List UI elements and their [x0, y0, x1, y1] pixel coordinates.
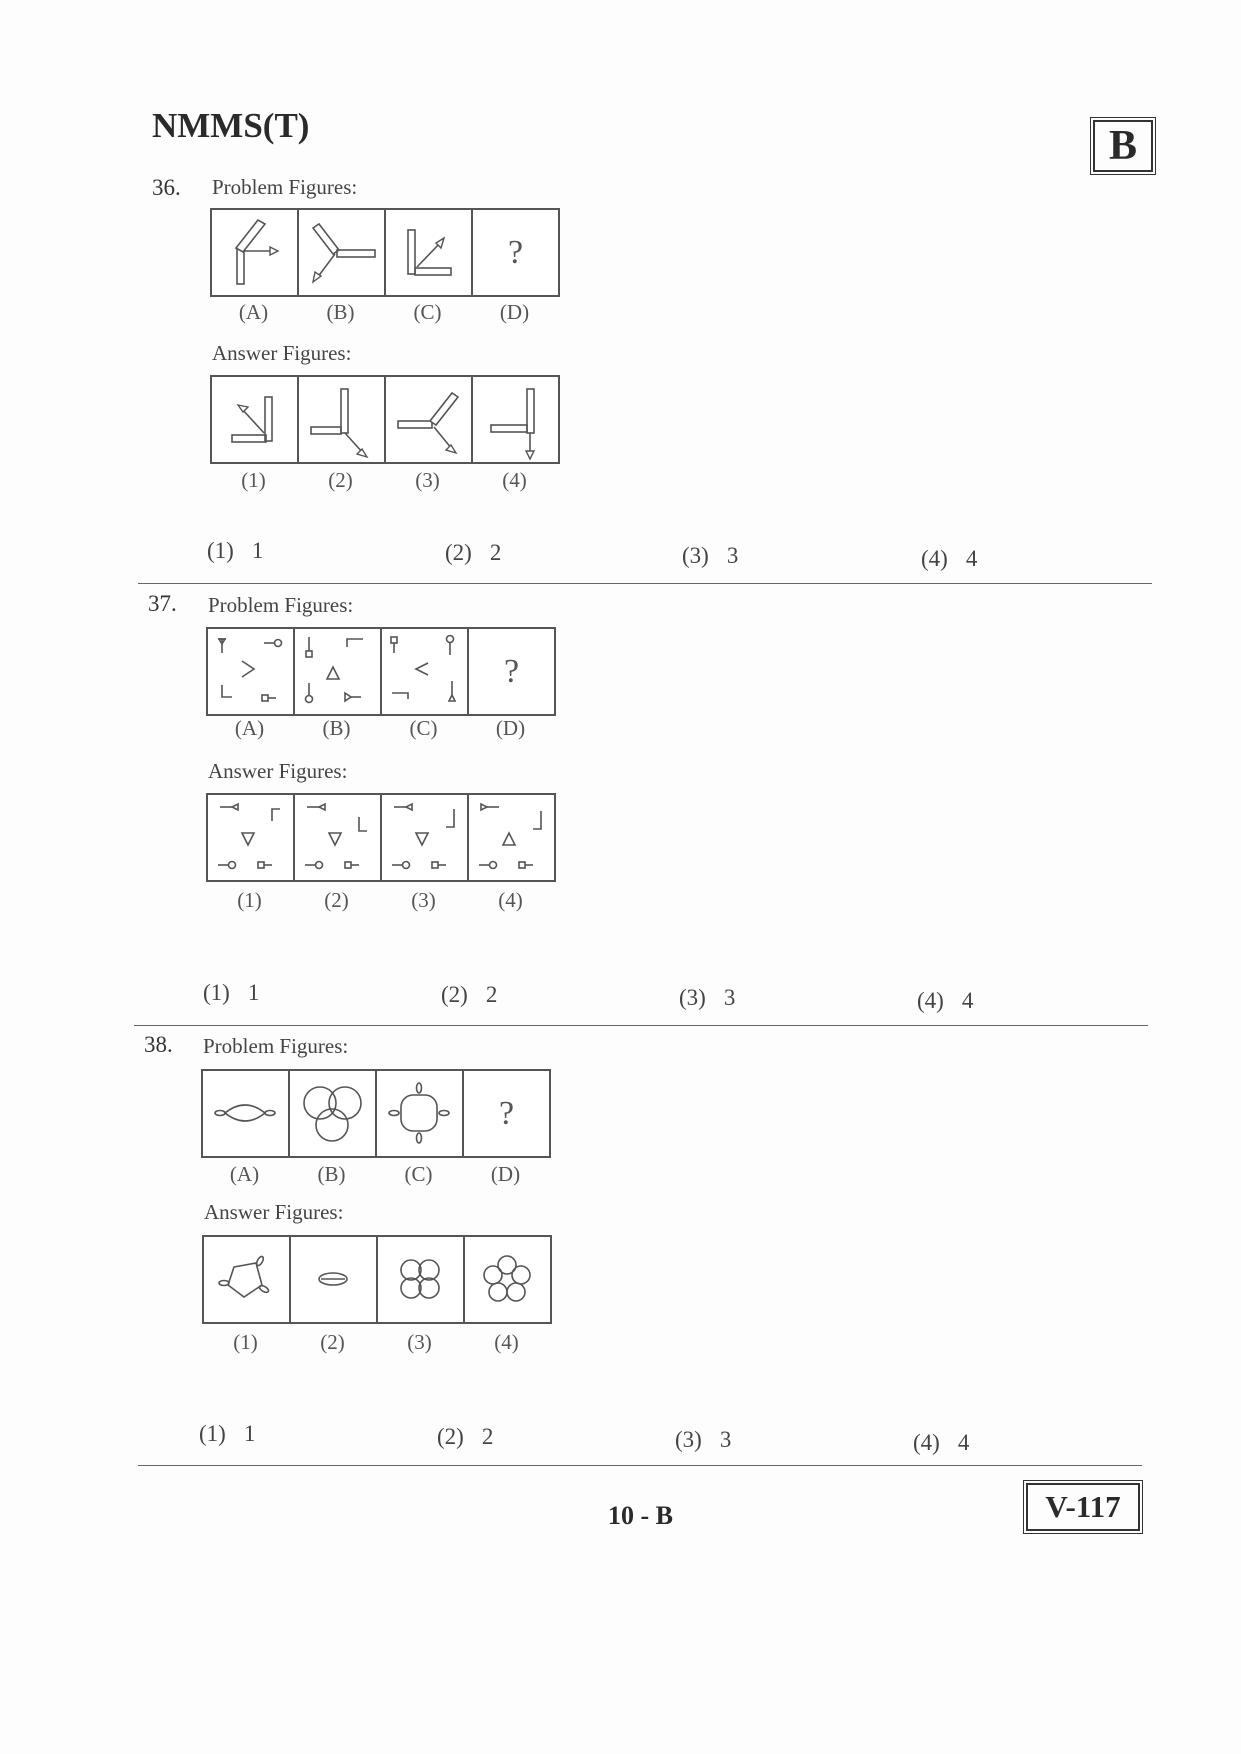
- answer-option-1[interactable]: (1) 1: [203, 980, 260, 1005]
- problem-figure: [377, 1071, 464, 1156]
- answer-option-2[interactable]: (2) 2: [437, 1424, 494, 1449]
- answer-figure[interactable]: [291, 1237, 378, 1322]
- answer-figure-captions: (1) (2) (3) (4): [241, 468, 527, 492]
- problem-figure: [295, 629, 382, 714]
- problem-figure: [208, 629, 295, 714]
- answer-option-3[interactable]: (3) 3: [679, 985, 736, 1010]
- problem-figure-captions: (A) (B) (C) (D): [229, 1162, 521, 1186]
- problem-figures-label: Problem Figures:: [203, 1034, 349, 1058]
- question-divider: [138, 583, 1152, 584]
- answer-option-1[interactable]: (1) 1: [199, 1421, 256, 1446]
- answer-option-3[interactable]: (3) 3: [682, 543, 739, 568]
- question-number: 36.: [152, 175, 181, 200]
- problem-figure-missing: ?: [503, 652, 520, 690]
- answer-figure[interactable]: [465, 1237, 550, 1322]
- answer-figure[interactable]: [382, 795, 469, 880]
- paper-code-badge: V-117: [1026, 1483, 1140, 1531]
- answer-figures-label: Answer Figures:: [212, 341, 352, 365]
- answer-option-4[interactable]: (4) 4: [917, 988, 974, 1013]
- problem-figure-missing: ?: [498, 1094, 515, 1132]
- problem-figure-missing: ?: [507, 233, 524, 271]
- answer-figures-row: [202, 1235, 552, 1324]
- answer-figure[interactable]: [299, 377, 386, 462]
- answer-figure-captions: (1) (2) (3) (4): [233, 1330, 519, 1354]
- problem-figures-label: Problem Figures:: [208, 593, 354, 617]
- answer-figure[interactable]: [208, 795, 295, 880]
- answer-option-4[interactable]: (4) 4: [921, 546, 978, 571]
- question-number: 38.: [144, 1032, 173, 1057]
- page-title: NMMS(T): [152, 106, 310, 145]
- problem-figure-captions: (A) (B) (C) (D): [234, 716, 526, 740]
- answer-figure[interactable]: [295, 795, 382, 880]
- answer-option-2[interactable]: (2) 2: [441, 982, 498, 1007]
- answer-figures-row: [206, 793, 556, 882]
- problem-figures-row: [210, 208, 560, 297]
- problem-figure: [203, 1071, 290, 1156]
- answer-figure[interactable]: [473, 377, 558, 462]
- answer-option-4[interactable]: (4) 4: [913, 1430, 970, 1455]
- problem-figures-label: Problem Figures:: [212, 175, 358, 199]
- answer-figure[interactable]: [204, 1237, 291, 1322]
- answer-figures-label: Answer Figures:: [208, 759, 348, 783]
- question-number: 37.: [148, 591, 177, 616]
- answer-option-3[interactable]: (3) 3: [675, 1427, 732, 1452]
- problem-figure: [299, 210, 386, 295]
- question-divider: [134, 1025, 1148, 1026]
- answer-figure-captions: (1) (2) (3) (4): [237, 888, 523, 912]
- problem-figure-captions: (A) (B) (C) (D): [238, 300, 530, 324]
- answer-option-2[interactable]: (2) 2: [445, 540, 502, 565]
- answer-figure[interactable]: [212, 377, 299, 462]
- problem-figure: [382, 629, 469, 714]
- answer-option-1[interactable]: (1) 1: [207, 538, 264, 563]
- page-number: 10 - B: [608, 1501, 673, 1530]
- set-code-badge: B: [1093, 120, 1153, 172]
- answer-figure[interactable]: [378, 1237, 465, 1322]
- answer-figure[interactable]: [386, 377, 473, 462]
- problem-figures-row: [206, 627, 556, 716]
- problem-figure: [386, 210, 473, 295]
- answer-figure[interactable]: [469, 795, 554, 880]
- problem-figure: [212, 210, 299, 295]
- problem-figure: [290, 1071, 377, 1156]
- answer-figures-row: [210, 375, 560, 464]
- question-divider: [138, 1465, 1142, 1466]
- problem-figures-row: [201, 1069, 551, 1158]
- answer-figures-label: Answer Figures:: [204, 1200, 344, 1224]
